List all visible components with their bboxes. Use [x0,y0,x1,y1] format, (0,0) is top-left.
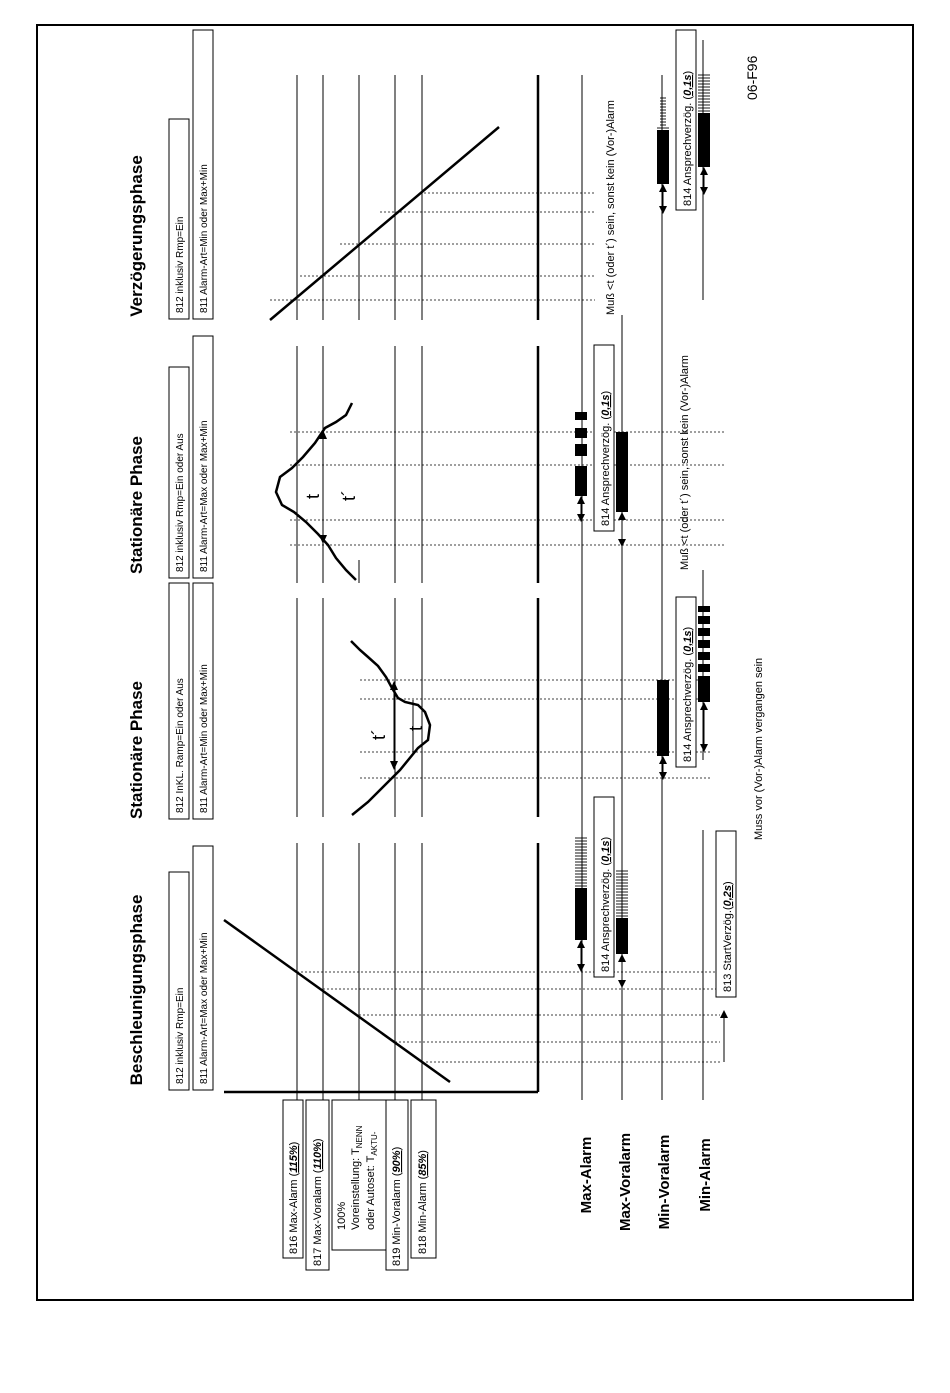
output-min-voralarm: Min-Voralarm [656,1134,673,1230]
t-prime-label-2: t´ [339,490,359,501]
level-lines [224,75,538,1100]
level-816-label: 816 Max-Alarm (115%) [288,1141,300,1254]
level-819-label: 819 Min-Voralarm (90%) [391,1146,403,1266]
param-812-text-2: 812 InKL. Ramp=Ein oder Aus [175,678,186,813]
ansprech-label-3: 814 Ansprechverzög. (0,1s) [600,390,612,526]
note-must-pass: Muss vor (Vor-)Alarm vergangen sein [753,657,765,840]
t-label-1: t [406,725,426,731]
param-811-text-3: 811 Alarm-Art=Max oder Max+Min [199,420,210,572]
phase-2-header [127,583,213,819]
param-811-text-1: 811 Alarm-Art=Max oder Max+Min [199,932,210,1084]
ansprech-label-2: 814 Ansprechverzög. (0,1s) [682,626,694,762]
param-812-text-4: 812 inklusiv Rmp=Ein [175,216,186,313]
time-markers [303,430,426,770]
guide-lines [270,193,725,1062]
phase-1-header [127,846,213,1090]
phase-4-title: Verzögerungsphase [127,155,146,317]
output-min-alarm: Min-Alarm [697,1138,714,1212]
phase-3-header [127,336,213,578]
level-100-line2: Voreinstellung: $T_{NENN}$ [350,1125,364,1230]
t-prime-label-1: t´ [369,729,389,740]
phase-2-title: Stationäre Phase [127,681,146,819]
outer-frame [37,25,913,1300]
t-label-2: t [303,493,323,499]
level-labels [283,1100,436,1270]
torque-curves [224,127,499,1082]
ansprech-label-4: 814 Ansprechverzög. (0,1s) [682,70,694,206]
param-811-text-4: 811 Alarm-Art=Min oder Max+Min [199,164,210,313]
start-label: 813 StartVerzög.(0,2s) [722,881,734,992]
phase-1-title: Beschleunigungsphase [127,894,146,1086]
level-100-line1: 100% [336,1201,348,1230]
phase-4-header [127,30,213,319]
param-811-text-2: 811 Alarm-Art=Min oder Max+Min [199,664,210,813]
phase-3-title: Stationäre Phase [127,436,146,574]
ansprech-label-1: 814 Ansprechverzög. (0,1s) [600,836,612,972]
note-must-lt-2: Muß <t (oder t´) sein, sonst kein (Vor-)Alarm [605,100,617,315]
figure-id: 06-F96 [744,55,760,100]
level-818-label: 818 Min-Alarm (85%) [417,1150,429,1254]
note-must-lt-1: Muß <t (oder t´) sein, sonst kein (Vor-)Alarm [679,355,691,570]
level-100-line3: oder Autoset: $T_{AKTU-}$ [365,1131,379,1230]
param-812-text-1: 812 inklusiv Rmp=Ein [175,987,186,1084]
output-max-alarm: Max-Alarm [578,1136,595,1214]
level-817-label: 817 Max-Voralarm (110%) [312,1138,324,1266]
accel-ramp [224,920,450,1082]
output-max-voralarm: Max-Voralarm [617,1132,634,1232]
decel-ramp [270,127,499,320]
param-812-text-3: 812 inklusiv Rmp=Ein oder Aus [175,433,186,572]
